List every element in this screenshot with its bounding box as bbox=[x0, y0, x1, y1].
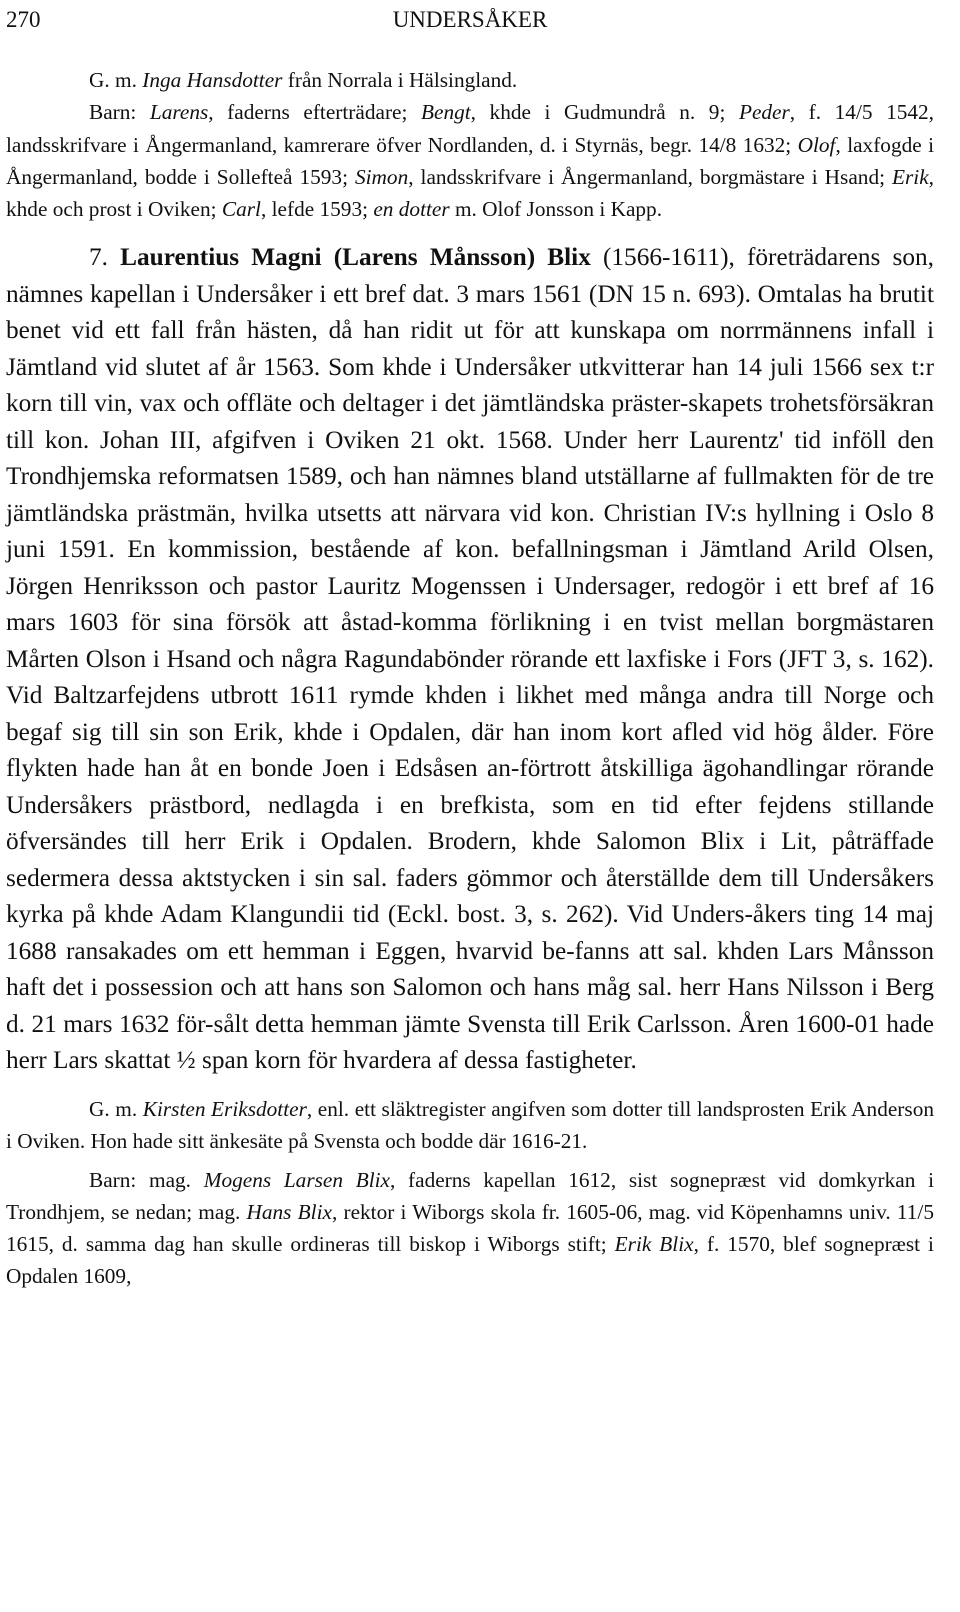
text-run: , khde och prost i Oviken; bbox=[6, 164, 934, 222]
paragraph-children-1 bbox=[6, 96, 934, 225]
paragraph-biography bbox=[6, 239, 934, 1079]
text-run: , khde i Gudmundrå n. 9; bbox=[470, 100, 739, 125]
text-run: , laxfogde i Ångermanland, bodde i Sollefteå 1593; bbox=[6, 132, 935, 189]
text-run: , faderns kapellan 1612, sist sognepræst vid domkyrkan i Trondhjem, se nedan; mag. bbox=[6, 1167, 934, 1224]
child-name: Hans Blix bbox=[246, 1199, 332, 1224]
child-name: Peder bbox=[738, 100, 790, 125]
text-run: , f. 1570, blef sognepræst i Opdalen 1609, bbox=[6, 1232, 934, 1289]
child-name: Simon bbox=[354, 164, 409, 189]
text-run: m. Olof Jonsson i Kapp. bbox=[449, 197, 663, 222]
paragraph-marriage-1 bbox=[6, 64, 934, 96]
text-run: , landsskrifvare i Ångermanland, borgmästare i Hsand; bbox=[408, 164, 892, 189]
child-name: Larens bbox=[149, 100, 209, 125]
text-run: Barn: mag. bbox=[89, 1167, 204, 1192]
running-header bbox=[6, 0, 934, 40]
child-name: Bengt bbox=[420, 100, 471, 125]
child-name: Mogens Larsen Blix bbox=[203, 1167, 390, 1192]
child-name: Erik bbox=[892, 164, 929, 189]
running-title: UNDERSÅKER bbox=[392, 7, 548, 32]
entry-number: 7. bbox=[89, 243, 121, 272]
text-run: , rektor i Wiborgs skola fr. 1605-06, mag. vid Köpenhamns univ. 11/5 1615, d. samma dag han skulle ordineras till biskop i Wiborgs stift; bbox=[6, 1199, 934, 1257]
text-run: , enl. ett släktregister angifven som dotter till landsprosten Erik Anderson i Oviken. Hon hade sitt änkesäte på Svensta och bodde där 1616-21. bbox=[6, 1096, 934, 1154]
text-run: G. m. bbox=[89, 1096, 143, 1121]
wife-name: Kirsten Eriksdotter bbox=[142, 1096, 307, 1121]
text-run: , lefde 1593; bbox=[260, 197, 374, 222]
text-run: G. m. bbox=[89, 68, 143, 92]
wife-name: Inga Hansdotter bbox=[142, 68, 283, 92]
text-run: , faderns efterträdare; bbox=[208, 100, 421, 125]
text-run: Barn: bbox=[89, 100, 150, 125]
child-name: en dotter bbox=[373, 197, 450, 222]
child-name: Erik Blix bbox=[614, 1232, 694, 1257]
entry-name: Laurentius Magni (Larens Månsson) Blix bbox=[120, 243, 591, 272]
child-name: Olof bbox=[797, 132, 836, 157]
biography-text: (1566-1611), företrädarens son, nämnes kapellan i Undersåker i ett bref dat. 3 mars 1561 (DN 15 n. 693). Omtalas ha brutit benet vid ett fall från hästen, då han ridit ut för att kunskapa om norrmännens infall i Jämtland vid slutet af år 1563. Som khde i Undersåker utkvitterar han 14 juli 1566 sex t:r korn till vin, vax och offläte och deltager i det jämtländska präster-skapets trohetsförsäkran till kon. Johan III, afgifven i Oviken 21 okt. 1568. Under herr Laurentz' tid inföll den Trondhjemska reformatsen 1589, och han nämnes bland utställarne af fullmakten för de tre jämtländska prästmän, hvilka utsetts att närvara vid kon. Christian IV:s hyllning i Oslo 8 juni 1591. En kommission, bestående af kon. befallningsman i Jämtland Arild Olsen, Jörgen Henriksson och pastor Lauritz Mogenssen i Undersager, redogör i ett bref af 16 mars 1603 för sina försök att åstad-komma förlikning i en tvist mellan borgmästaren Mårten Olson i Hsand och några Ragundabönder rörande ett laxfiske i Fors (JFT 3, s. 162). Vid Baltzarfejdens utbrott 1611 rymde khden i likhet med många andra till Norge och begaf sig till sin son Erik, khde i Opdalen, där han inom kort afled vid hög ålder. Före flykten hade han åt en bonde Joen i Edsåsen an-förtrott åtskilliga ägohandlingar rörande Undersåkers prästbord, nedlagda i en brefkista, som en tid efter fejdens stillande öfversändes till herr Erik i Opdalen. Brodern, khde Salomon Blix i Lit, påträffade sedermera dessa aktstycken i sin sal. faders gömmor och återställde dem till Undersåkers kyrka på khde Adam Klangundii tid (Eckl. bost. 3, s. 262). Vid Unders-åkers ting 14 maj 1688 ransakades om ett hemman i Eggen, hvarvid be-fanns att sal. khden Lars Månsson haft det i possession och att hans son Salomon och hans måg sal. herr Hans Nilsson i Berg d. 21 mars 1632 för-sålt detta hemman jämte Svensta till Erik Carlsson. Åren 1600-01 hade herr Lars skattat ½ span korn för hvardera af dessa fastigheter. bbox=[6, 243, 935, 1075]
child-name: Carl bbox=[221, 197, 261, 222]
text-run: , f. 14/5 1542, landsskrifvare i Ångermanland, kamrerare öfver Nordlanden, d. i Styrnäs, begr. 14/8 1632; bbox=[6, 100, 934, 157]
paragraph-marriage-2 bbox=[6, 1093, 934, 1158]
page-number: 270 bbox=[6, 7, 41, 32]
text-run: från Norrala i Hälsingland. bbox=[282, 68, 518, 92]
paragraph-children-2 bbox=[6, 1164, 934, 1293]
